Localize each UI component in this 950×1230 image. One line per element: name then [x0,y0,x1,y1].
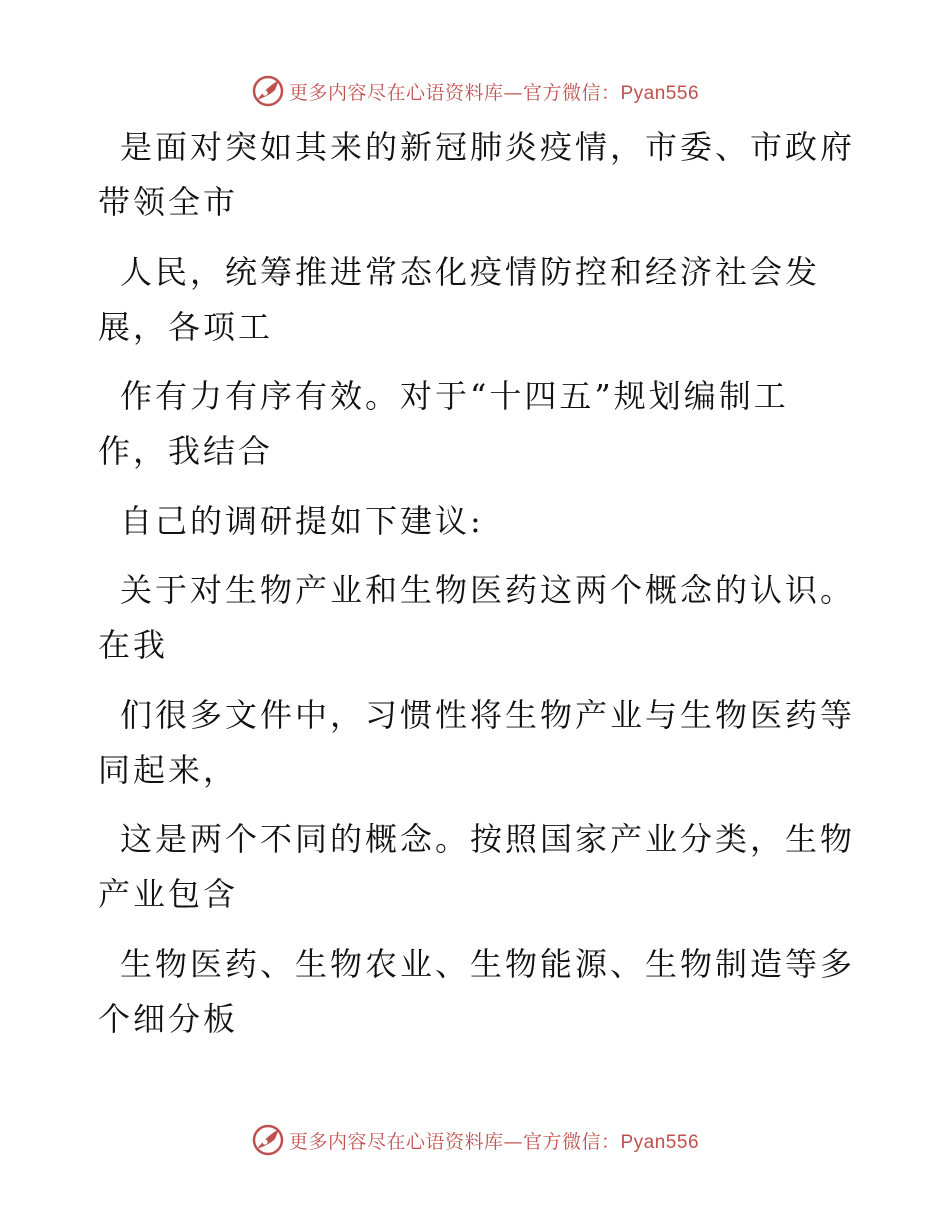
paragraph [98,937,856,1047]
paragraph [98,688,856,798]
paragraph-line-1: 人民，统筹推进常态化疫情防控和经济社会发 [120,252,821,291]
paragraph-line-2: 产业包含 [98,875,239,913]
paragraph-line-1: 这是两个不同的概念。按照国家产业分类，生物 [120,820,856,858]
paragraph [98,494,838,549]
wechat-id: Pyan556 [620,82,700,104]
wechat-id: Pyan556 [620,1131,700,1153]
watermark-text: 更多内容尽在心语资料库—官方微信：Pyan556 [288,81,700,104]
paragraph-line-2: 带领全市 [98,183,239,221]
pen-nib-logo-icon [251,74,285,108]
paragraph [98,245,838,355]
paragraph-line-2: 在我 [98,626,169,664]
pen-nib-logo-icon [251,1123,285,1157]
document-body [98,120,856,1061]
paragraph-line-2: 同起来， [98,750,239,789]
watermark-footer [0,1120,950,1160]
paragraph-line-2: 展，各项工 [98,307,274,346]
paragraph-line-2: 作，我结合 [98,432,274,470]
paragraph [98,812,856,922]
paragraph [98,563,856,673]
watermark-header [0,71,950,111]
paragraph-line-2: 个细分板 [98,999,239,1038]
paragraph-line-1: 关于对生物产业和生物医药这两个概念的认识。 [120,571,856,609]
paragraph-line-1: 们很多文件中，习惯性将生物产业与生物医药等 [120,695,856,734]
watermark-text: 更多内容尽在心语资料库—官方微信：Pyan556 [288,1130,700,1153]
paragraph-line-1: 生物医药、生物农业、生物能源、生物制造等多 [120,944,856,983]
paragraph [98,369,838,479]
paragraph [98,120,856,230]
paragraph-line-1: 作有力有序有效。对于“十四五”规划编制工 [120,377,789,415]
paragraph-line-1: 自己的调研提如下建议: [120,501,484,540]
paragraph-line-1: 是面对突如其来的新冠肺炎疫情，市委、市政府 [120,128,856,166]
